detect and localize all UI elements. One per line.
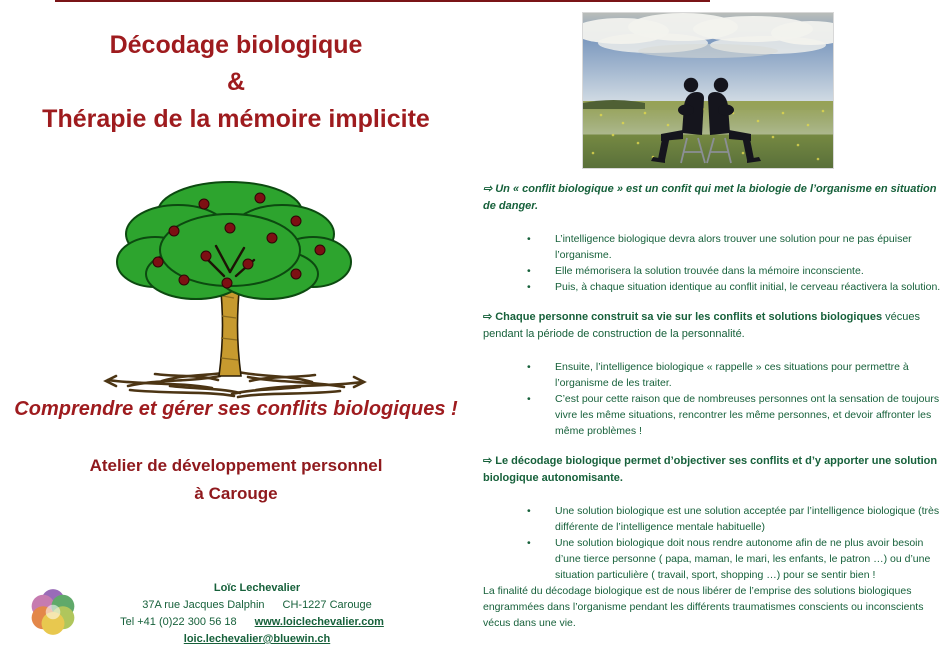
section-heading xyxy=(483,453,942,487)
bullet-text: Elle mémorisera la solution trouvée dans la mémoire inconsciente. xyxy=(555,265,864,277)
section-heading-bold: Un « conflit biologique » est un confit qui met la biologie de l’organisme en situation de danger. xyxy=(483,183,937,212)
bullet-text: C’est pour cette raison que de nombreuses personnes ont la sensation de toujours vivre les même situations, rencontrer les même personnes, et devoir affronter les même problèmes ! xyxy=(555,393,940,437)
right-text-column xyxy=(483,181,942,631)
title-line-2: Thérapie de la mémoire implicite xyxy=(42,104,430,133)
contact-address xyxy=(58,597,456,614)
contact-name: Loïc Lechevalier xyxy=(213,582,301,594)
section-conflit-biologique xyxy=(483,181,942,295)
back-to-back-men-photo xyxy=(583,13,833,168)
title-ampersand: & xyxy=(226,67,246,96)
arrow-icon: ⇨ xyxy=(483,455,493,467)
bullet-list xyxy=(483,359,942,439)
bullet-icon: • xyxy=(527,393,531,405)
list-item xyxy=(527,503,942,535)
bullet-text: Une solution biologique est une solution acceptée par l’intelligence biologique (très différente de l’intelligence mentale habituelle) xyxy=(555,505,940,533)
email-link[interactable]: loic.lechevalier@bluewin.ch xyxy=(183,633,331,645)
list-item xyxy=(527,263,942,279)
bullet-text: Une solution biologique doit nous rendre autonome afin de ne plus avoir besoin d’une tierce personne ( papa, maman, le mari, les enfants, le patron …) ou d’une situation particulière ( travail, sport, shopping …) pour se sentir bien ! xyxy=(555,537,931,581)
page-title xyxy=(0,27,472,138)
bullet-list xyxy=(483,503,942,583)
bullet-list xyxy=(483,231,942,295)
workshop-line-1: Atelier de développement personnel xyxy=(89,456,383,475)
contact-line xyxy=(58,614,456,648)
list-item xyxy=(527,231,942,263)
section-decodage-biologique xyxy=(483,453,942,631)
tree-canopy xyxy=(117,182,351,299)
top-border-line xyxy=(55,0,710,2)
bullet-text: Ensuite, l’intelligence biologique « rappelle » ces situations pour permettre à l’organisme de les traiter. xyxy=(555,361,909,389)
address-city: CH-1227 Carouge xyxy=(282,599,372,611)
section-heading-bold: Chaque personne construit sa vie sur les conflits et solutions biologiques xyxy=(495,311,883,323)
workshop-line-2: à Carouge xyxy=(194,484,278,503)
arrow-icon: ⇨ xyxy=(483,311,493,323)
bullet-icon: • xyxy=(527,265,531,277)
bullet-icon: • xyxy=(527,233,531,245)
section-heading-rest: vécues pendant la période de construction de la personnalité. xyxy=(483,311,921,340)
list-item xyxy=(527,359,942,391)
arrow-icon: ⇨ xyxy=(483,183,493,195)
list-item xyxy=(527,391,942,439)
section-heading xyxy=(483,181,942,215)
bullet-icon: • xyxy=(527,537,531,549)
bullet-icon: • xyxy=(527,505,531,517)
list-item xyxy=(527,279,942,295)
section-heading-bold: Le décodage biologique permet d’objectiver ses conflits et d’y apporter une solution biologique autonomisante. xyxy=(483,455,938,484)
address-street: 37A rue Jacques Dalphin xyxy=(142,599,265,611)
bullet-icon: • xyxy=(527,361,531,373)
section-construction-personnalite xyxy=(483,309,942,439)
list-item xyxy=(527,535,942,583)
bullet-icon: • xyxy=(527,281,531,293)
workshop-announcement xyxy=(0,452,472,508)
contact-block xyxy=(58,580,456,648)
website-link[interactable]: www.loiclechevalier.com xyxy=(254,616,384,628)
apple-tree-illustration xyxy=(100,176,370,400)
bullet-text: L’intelligence biologique devra alors trouver une solution pour ne pas épuiser l’organisme. xyxy=(555,233,912,261)
title-line-1: Décodage biologique xyxy=(109,30,363,59)
section-heading xyxy=(483,309,942,343)
closing-paragraph: La finalité du décodage biologique est de nous libérer de l’emprise des solutions biologiques engrammées dans l’organisme pendant les différents traumatismes conscients ou inconscients vécus dans une vie. xyxy=(483,585,924,629)
bullet-text: Puis, à chaque situation identique au conflit initial, le cerveau réactivera la solution. xyxy=(555,281,941,293)
tagline: Comprendre et gérer ses conflits biologiques ! xyxy=(14,398,458,420)
contact-tel: Tel +41 (0)22 300 56 18 xyxy=(120,616,237,628)
